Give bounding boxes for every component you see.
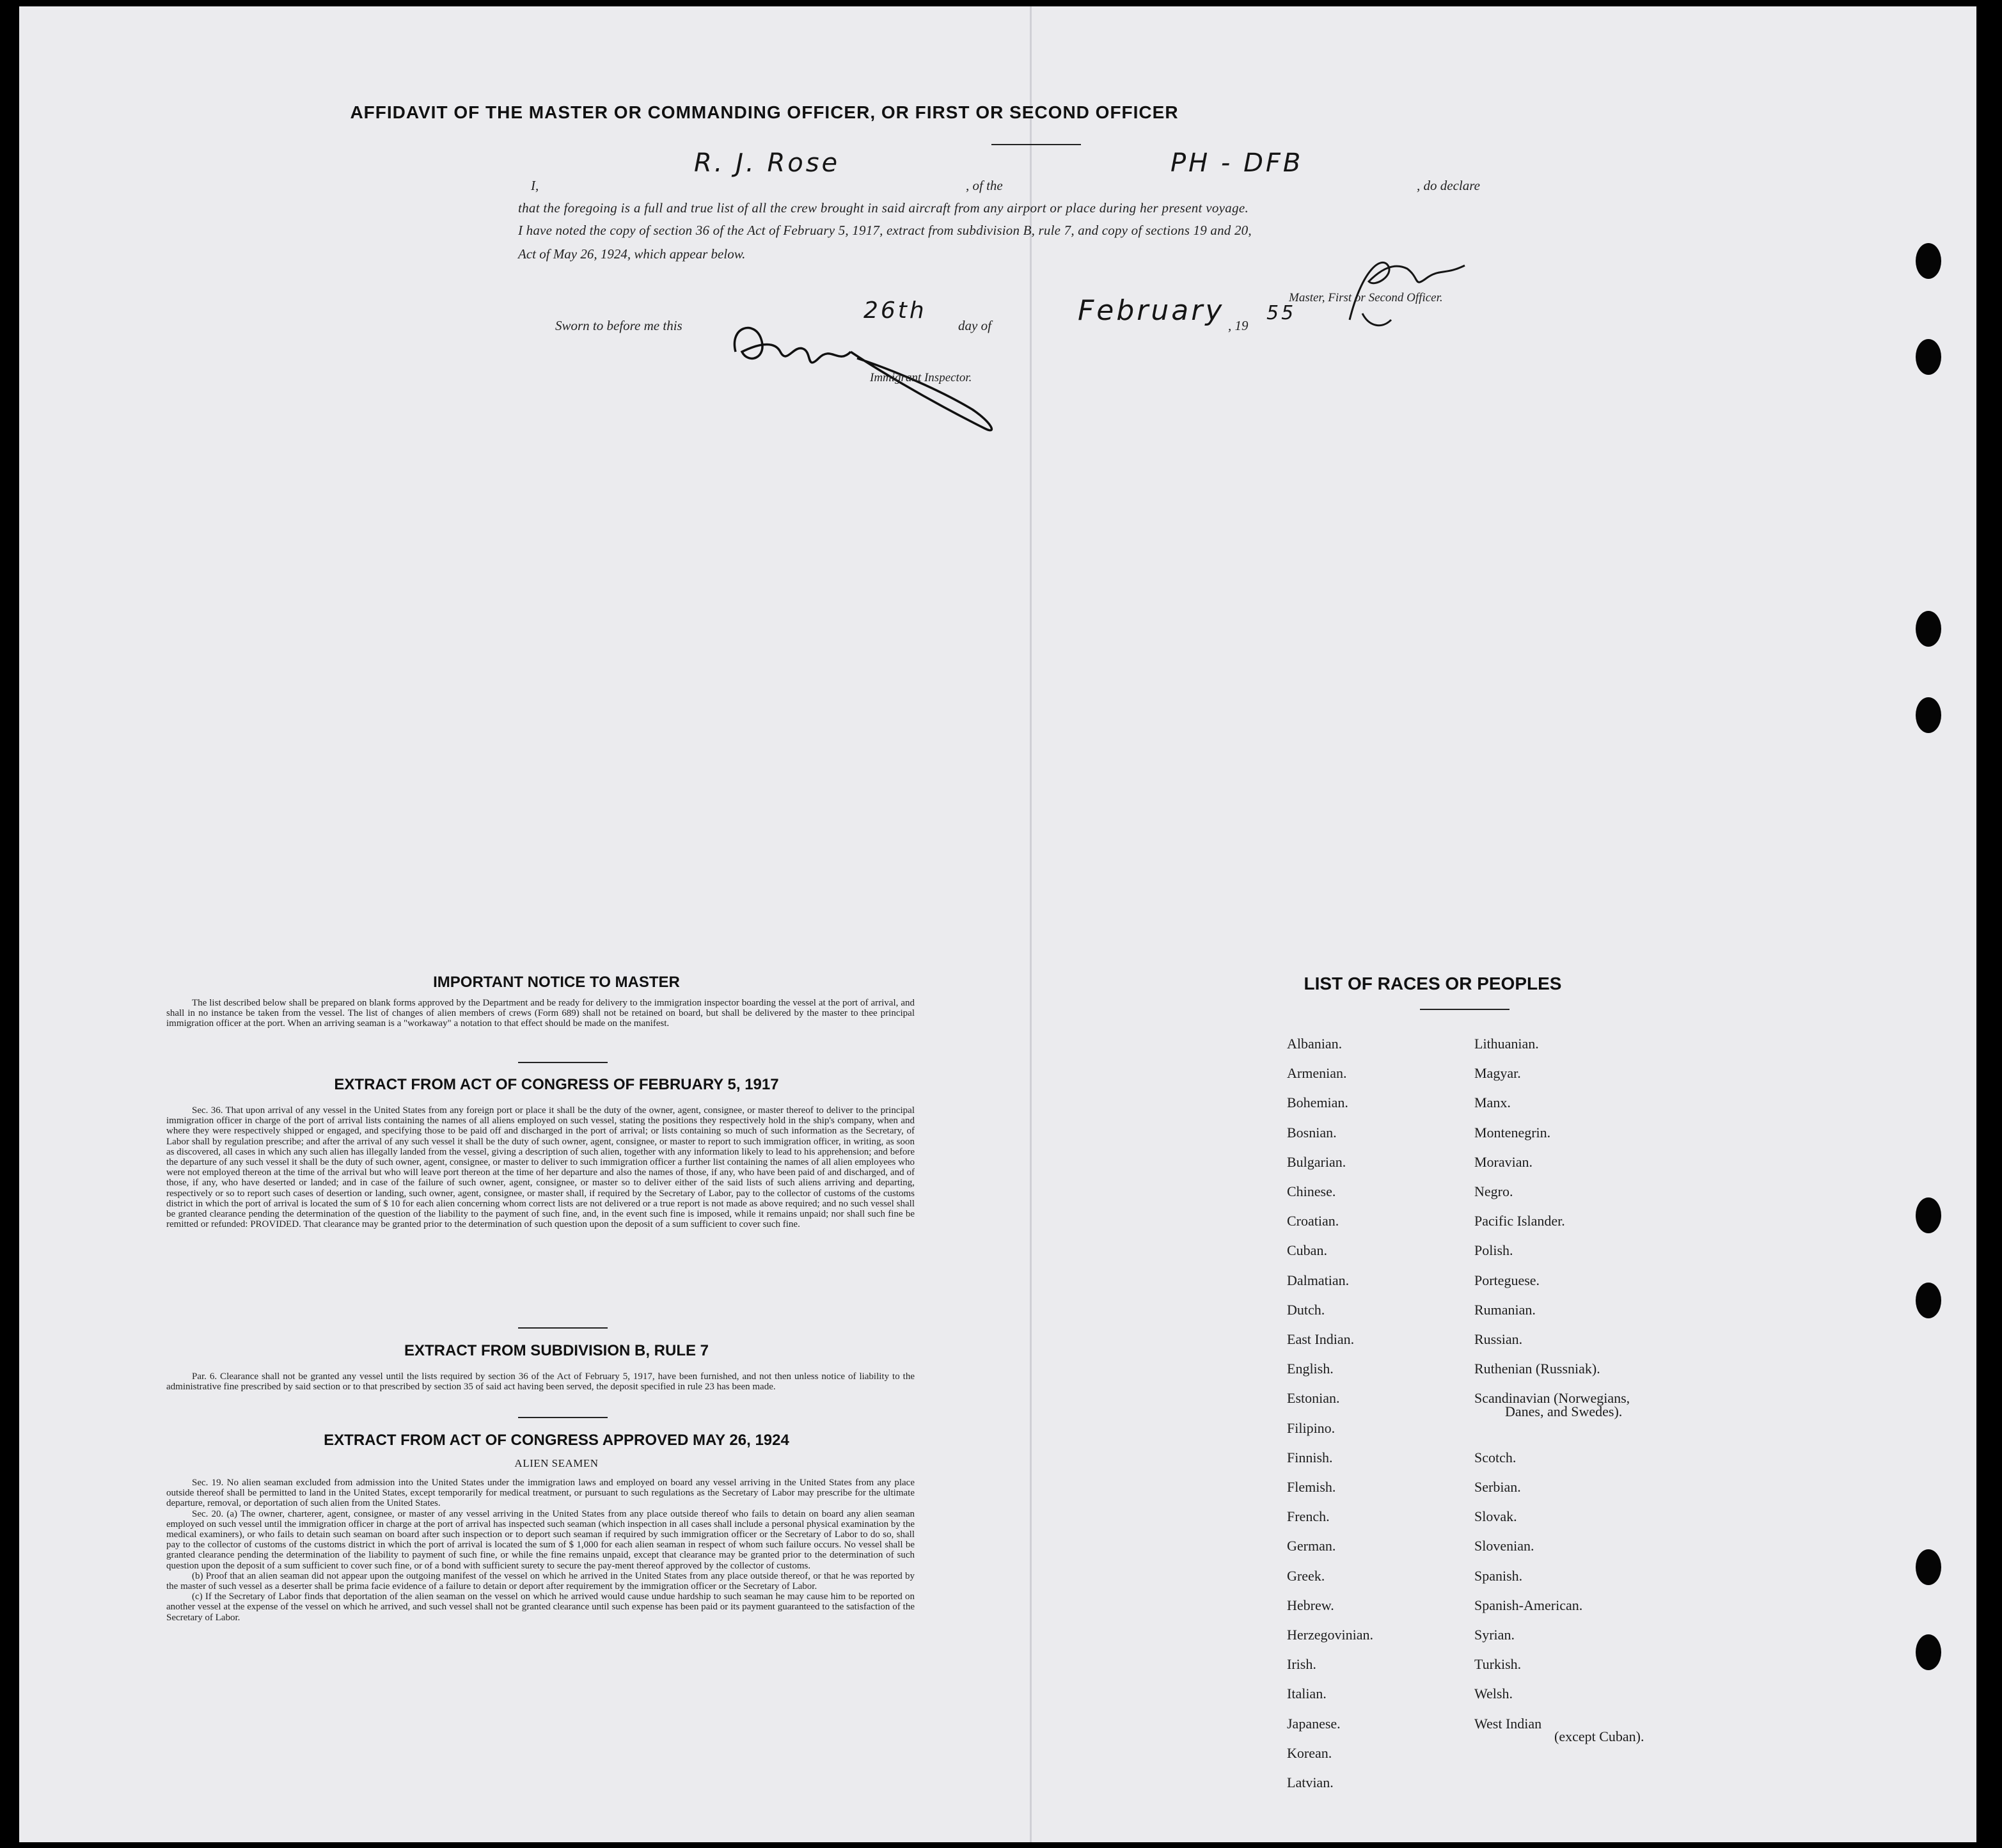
sec-20a-paragraph: Sec. 20. (a) The owner, charterer, agent, consignee, or master of any vessel arriving in the United States from any place outside thereof who fails to detain on board any alien seaman employed on such vessel until the immigration officer in charge at the port of arrival has inspected such seaman (which inspection in all cases shall include a personal physical examination by the medical examiners), or who fails to detain such seaman on board after such inspection or to deport such seaman if required by such immigration officer or the Secretary of Labor to do so, shall pay to the collector of customs of the customs district in which the port of arrival is located the sum of $ 1,000 for each alien seaman in respect of whom such failure occurs. No vessel shall be granted clearance pending the determination of the liability to payment of such fine, or while the fine remains unpaid, except that clearance may be granted prior to the determination of such question upon the deposit of a sum sufficient to cover such fine, or of a bond with sufficient surety to secure the pay-ment thereof approved by the collector of customs.	[166, 1508, 915, 1571]
master-signature	[1337, 243, 1478, 333]
race-item: English.	[1287, 1361, 1334, 1377]
extract-1924-body	[166, 1478, 915, 1623]
race-item: Syrian.	[1474, 1627, 1515, 1643]
of-the-text: , of the	[966, 178, 1003, 193]
punch-hole	[1916, 1634, 1941, 1670]
race-item: Moravian.	[1474, 1154, 1533, 1170]
race-item: Porteguese.	[1474, 1272, 1540, 1288]
day-handwritten: 26th	[863, 297, 927, 324]
race-item: Pacific Islander.	[1474, 1213, 1565, 1229]
punch-hole	[1916, 1283, 1941, 1318]
race-item: Korean.	[1287, 1745, 1332, 1761]
race-item: Hebrew.	[1287, 1597, 1334, 1613]
race-item: Rumanian.	[1474, 1302, 1536, 1318]
race-item: Latvian.	[1287, 1774, 1334, 1790]
month-handwritten: February	[1078, 294, 1225, 327]
race-item: Italian.	[1287, 1686, 1327, 1702]
race-item: Turkish.	[1474, 1656, 1522, 1672]
affidavit-intro: I,	[531, 178, 539, 193]
race-item: Scandinavian (Norwegians,	[1474, 1390, 1630, 1406]
section-divider	[518, 1062, 608, 1063]
race-item: Slovak.	[1474, 1508, 1517, 1524]
aircraft-handwritten: PH - DFB	[1170, 148, 1304, 178]
race-item: Ruthenian (Russniak).	[1474, 1361, 1600, 1377]
race-item: Japanese.	[1287, 1716, 1341, 1732]
race-item: East Indian.	[1287, 1331, 1355, 1347]
punch-hole	[1916, 1549, 1941, 1585]
notice-paragraph: The list described below shall be prepared on blank forms approved by the Department and be ready for delivery to the immigration inspector boarding the vessel at the port of arrival, and shall in no instance be taken from the vessel. The list of changes of alien members of crews (Form 689) shall not be retained on board, but shall be delivered by the master to thee principal immigration officer at the port. When an arriving seaman is a "workaway" a notation to that effect should be made on the manifest.	[166, 998, 915, 1029]
year-handwritten: 55	[1266, 302, 1297, 324]
inspector-caption: Immigrant Inspector.	[870, 371, 972, 384]
race-item: Montenegrin.	[1474, 1125, 1551, 1141]
affidavit-line-4: Act of May 26, 1924, which appear below.	[518, 246, 746, 262]
subdivision-b-title: EXTRACT FROM SUBDIVISION B, RULE 7	[404, 1342, 709, 1359]
races-title: LIST OF RACES OR PEOPLES	[1304, 974, 1562, 993]
section-divider	[518, 1327, 608, 1329]
master-name-handwritten: R. J. Rose	[694, 148, 840, 178]
race-item: Magyar.	[1474, 1065, 1521, 1081]
race-item: German.	[1287, 1538, 1336, 1554]
race-item: Polish.	[1474, 1242, 1513, 1258]
title-underline	[991, 144, 1081, 145]
alien-seamen-subtitle: ALIEN SEAMEN	[514, 1457, 599, 1469]
punch-hole	[1916, 339, 1941, 375]
race-item: Dalmatian.	[1287, 1272, 1350, 1288]
sec-19-paragraph: Sec. 19. No alien seaman excluded from admission into the United States under the immigration laws and employed on board any vessel arriving in the United States from any place outside thereof shall be permitted to land in the United States, except temporarily for medical treatment, or pursuant to such regulations as the Secretary of Labor may prescribe for the ultimate departure, removal, or deportation of such alien from the United States.	[166, 1478, 915, 1509]
center-fold	[1030, 6, 1032, 1842]
extract-1924-title: EXTRACT FROM ACT OF CONGRESS APPROVED MAY 26, 1924	[324, 1432, 789, 1449]
punch-hole	[1916, 243, 1941, 279]
extract-1917-body	[166, 1105, 915, 1229]
do-declare-text: , do declare	[1417, 178, 1480, 193]
race-item: Welsh.	[1474, 1686, 1513, 1702]
race-item: Finnish.	[1287, 1449, 1333, 1465]
notice-title: IMPORTANT NOTICE TO MASTER	[433, 974, 680, 991]
race-item: Spanish-American.	[1474, 1597, 1583, 1613]
year-prefix: , 19	[1228, 318, 1249, 333]
race-item: Dutch.	[1287, 1302, 1325, 1318]
race-item: Spanish.	[1474, 1568, 1523, 1584]
race-item: Herzegovinian.	[1287, 1627, 1373, 1643]
race-item: Greek.	[1287, 1568, 1325, 1584]
race-item: Bulgarian.	[1287, 1154, 1346, 1170]
race-item: Bohemian.	[1287, 1094, 1348, 1110]
affidavit-line-2: that the foregoing is a full and true list of all the crew brought in said aircraft from any airport or place during her present voyage.	[518, 200, 1249, 216]
race-item: Irish.	[1287, 1656, 1316, 1672]
race-item: Armenian.	[1287, 1065, 1347, 1081]
race-item: Chinese.	[1287, 1183, 1336, 1199]
document-page	[19, 6, 1976, 1842]
day-of-text: day of	[958, 318, 991, 333]
extract-1917-title: EXTRACT FROM ACT OF CONGRESS OF FEBRUARY 5, 1917	[334, 1076, 779, 1093]
race-item: Russian.	[1474, 1331, 1523, 1347]
races-title-underline	[1420, 1009, 1509, 1010]
sec-20c-paragraph: (c) If the Secretary of Labor finds that deportation of the alien seaman on the vessel on which he arrived would cause undue hardship to such seaman he may cause him to be reported on another vessel at the expense of the vessel on which he arrived, and such vessel shall not be granted clearance until such expense has been paid or its payment guaranteed to the satisfaction of the Secretary of Labor.	[166, 1591, 915, 1623]
race-item: Croatian.	[1287, 1213, 1339, 1229]
sworn-text: Sworn to before me this	[555, 318, 682, 333]
race-item: Filipino.	[1287, 1420, 1336, 1436]
race-item: Danes, and Swedes).	[1505, 1403, 1623, 1419]
race-item: Lithuanian.	[1474, 1036, 1539, 1052]
affidavit-title: AFFIDAVIT OF THE MASTER OR COMMANDING OFFICER, OR FIRST OR SECOND OFFICER	[350, 102, 1179, 122]
sec-36-paragraph: Sec. 36. That upon arrival of any vessel in the United States from any foreign port or place it shall be the duty of the owner, agent, consignee, or master thereof to deliver to the principal immigration officer in charge of the port of arrival lists containing the names of all aliens employed on such vessel, stating the positions they respectively hold in the ship's company, when and where they were respectively shipped or engaged, and specifying those to be paid off and discharged in the port of arrival; or lists containing so much of such information as the Secretary, of Labor shall by regulation prescribe; and after the arrival of any such vessel it shall be the duty of such owner, agent, consignee, or master to report to such immigration officer, in writing, as soon as discovered, all cases in which any such alien has illegally landed from the vessel, giving a description of such alien, together with any information likely to lead to his apprehension; and before the departure of any such vessel it shall be the duty of such owner, agent, consignee, or master to deliver to such immigration officer a further list containing the names of all alien employees who were not employed thereon at the time of the arrival but who will leave port thereon at the time of her departure and also the names of those, if any, who have been paid of and discharged, and of those, if any, who have deserted or landed; and in case of the failure of such owner, agent, consignee, or master so to deliver either of the said lists of such aliens arriving and departing, respectively or so to report such cases of desertion or landing, such owner, agent, consignee, or master shall, if required by the Secretary of Labor, pay to the collector of customs of the customs district in which the port of arrival is located the sum of $ 10 for each alien concerning whom correct lists are not delivered or a true report is not made as above required; and no such vessel shall be granted clearance pending the determination of the question of the liability to the payment of such fine, and, in the event such fine is imposed, while it remains unpaid; nor shall such fine be remitted or refunded: PROVIDED. That clearance may be granted prior to the determination of such question upon the deposit of a sum sufficient to cover such fine.	[166, 1105, 915, 1230]
section-divider	[518, 1417, 608, 1418]
master-caption: Master, First or Second Officer.	[1289, 291, 1443, 304]
sec-20b-paragraph: (b) Proof that an alien seaman did not appear upon the outgoing manifest of the vessel on which he arrived in the United States from any place outside thereof, or that he was reported by the master of such vessel as a deserter shall be prima facie evidence of a failure to detain or deport after requirement by the immigration officer or the Secretary of Labor.	[166, 1570, 915, 1592]
race-item: Flemish.	[1287, 1479, 1336, 1495]
punch-hole	[1916, 697, 1941, 733]
notice-body	[166, 998, 915, 1029]
race-item: Serbian.	[1474, 1479, 1521, 1495]
race-item: (except Cuban).	[1554, 1728, 1644, 1744]
par-6-paragraph: Par. 6. Clearance shall not be granted any vessel until the lists required by section 36 of the Act of February 5, 1917, have been furnished, and not then unless notice of liability to the administrative fine prescribed by said section or to that prescribed by section 35 of said act having been served, the deposit specified in rule 23 has been made.	[166, 1371, 915, 1393]
race-item: French.	[1287, 1508, 1330, 1524]
race-item: Negro.	[1474, 1183, 1513, 1199]
race-item: Bosnian.	[1287, 1125, 1337, 1141]
punch-hole	[1916, 611, 1941, 647]
subdivision-b-body	[166, 1371, 915, 1392]
race-item: Scotch.	[1474, 1449, 1517, 1465]
race-item: Manx.	[1474, 1094, 1511, 1110]
race-item: West Indian	[1474, 1716, 1542, 1732]
affidavit-line-3: I have noted the copy of section 36 of the Act of February 5, 1917, extract from subdivision B, rule 7, and copy of sections 19 and 20,	[518, 223, 1252, 238]
race-item: Albanian.	[1287, 1036, 1343, 1052]
punch-hole	[1916, 1197, 1941, 1233]
race-item: Estonian.	[1287, 1390, 1340, 1406]
race-item: Cuban.	[1287, 1242, 1327, 1258]
race-item: Slovenian.	[1474, 1538, 1534, 1554]
